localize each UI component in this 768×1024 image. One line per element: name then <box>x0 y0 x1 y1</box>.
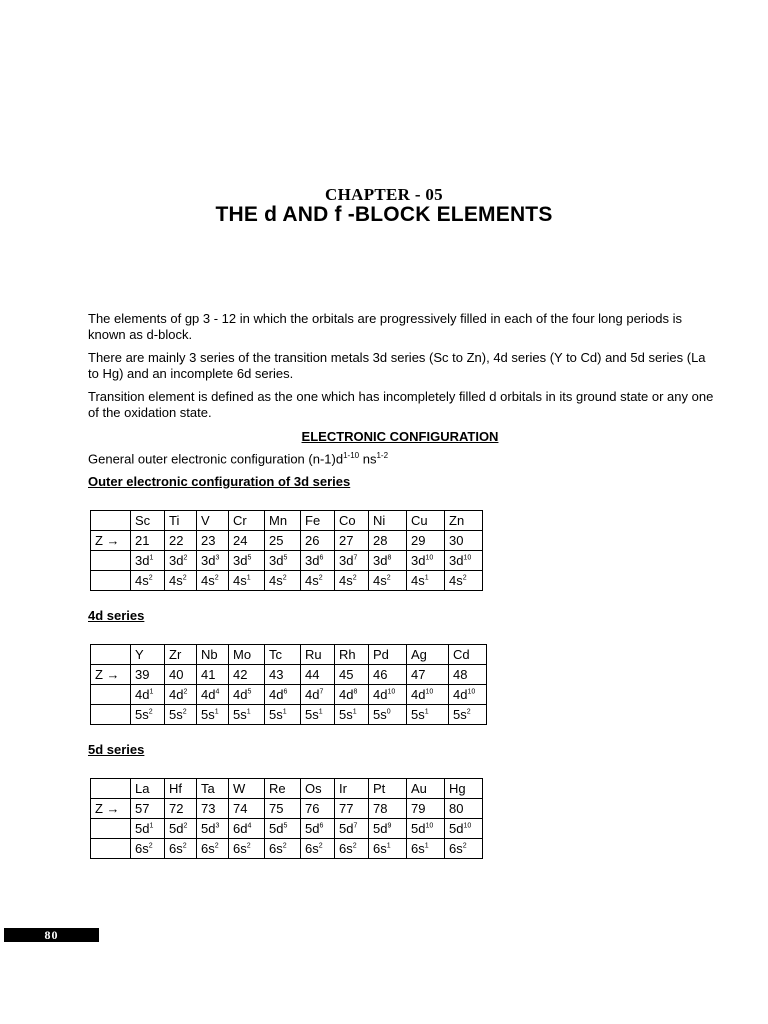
atomic-number-cell: 48 <box>449 665 487 685</box>
atomic-number-cell: 57 <box>131 799 165 819</box>
d-config-cell <box>369 685 407 705</box>
orbital-label: 5d <box>305 821 320 836</box>
electron-count: 2 <box>183 688 188 696</box>
orbital-label: 4s <box>169 573 183 588</box>
s-config-cell <box>197 705 229 725</box>
s-config-cell <box>449 705 487 725</box>
empty-header-cell <box>91 645 131 665</box>
atomic-number-cell: 76 <box>301 799 335 819</box>
atomic-number-cell: 26 <box>301 531 335 551</box>
electron-count: 10 <box>463 554 472 562</box>
z-label-cell: Z → <box>91 665 131 685</box>
electron-count: 0 <box>386 708 391 716</box>
d-config-cell <box>229 685 265 705</box>
electron-count: 1 <box>149 822 154 830</box>
element-symbol-cell: W <box>229 779 265 799</box>
z-label-cell: Z → <box>91 531 131 551</box>
d-config-cell <box>407 685 449 705</box>
d-config-cell <box>369 819 407 839</box>
electron-count: 2 <box>282 574 287 582</box>
element-symbol-cell: Cr <box>229 511 265 531</box>
d-config-cell <box>197 551 229 571</box>
atomic-number-cell: 42 <box>229 665 265 685</box>
element-symbol-cell: Rh <box>335 645 369 665</box>
page-number: 80 <box>4 928 99 942</box>
element-symbol-cell: Cu <box>407 511 445 531</box>
d-config-cell <box>229 819 265 839</box>
electron-count: 1 <box>149 554 154 562</box>
electron-count: 1 <box>386 842 391 850</box>
electron-count: 7 <box>319 688 324 696</box>
series-3d-table <box>90 510 483 591</box>
orbital-label: 5s <box>411 707 425 722</box>
atomic-number-cell: 73 <box>197 799 229 819</box>
series-5d-table <box>90 778 483 859</box>
element-symbol-cell: Ni <box>369 511 407 531</box>
orbital-label: 3d <box>135 553 150 568</box>
orbital-label: 5d <box>373 821 388 836</box>
electron-count: 2 <box>462 842 467 850</box>
orbital-label: 4d <box>233 687 248 702</box>
electron-count: 2 <box>182 574 187 582</box>
electron-count: 2 <box>352 842 357 850</box>
chapter-label: CHAPTER - 05 <box>325 185 443 204</box>
electron-count: 4 <box>215 688 220 696</box>
orbital-label: 6s <box>135 841 149 856</box>
atomic-number-cell: 41 <box>197 665 229 685</box>
d-config-cell <box>449 685 487 705</box>
orbital-label: 3d <box>373 553 388 568</box>
orbital-label: 5s <box>169 707 183 722</box>
s-config-cell <box>165 705 197 725</box>
s-config-cell <box>369 571 407 591</box>
orbital-label: 4d <box>339 687 354 702</box>
orbital-label: 4s <box>339 573 353 588</box>
s-config-cell <box>445 839 483 859</box>
electron-count: 3 <box>215 554 220 562</box>
s-config-cell <box>335 839 369 859</box>
orbital-label: 3d <box>233 553 248 568</box>
d-config-cell <box>301 819 335 839</box>
atomic-number-cell: 22 <box>165 531 197 551</box>
series-3d-heading: Outer electronic configuration of 3d series <box>88 474 351 489</box>
empty-header-cell <box>91 511 131 531</box>
s-config-cell <box>197 571 229 591</box>
d-config-cell <box>445 819 483 839</box>
orbital-label: 4s <box>449 573 463 588</box>
orbital-label: 6d <box>233 821 248 836</box>
electron-count: 2 <box>183 554 188 562</box>
series-4d-table <box>90 644 487 725</box>
atomic-number-cell: 24 <box>229 531 265 551</box>
s-config-cell <box>301 839 335 859</box>
electron-count: 2 <box>318 574 323 582</box>
orbital-label: 5d <box>411 821 426 836</box>
atomic-number-cell: 75 <box>265 799 301 819</box>
electron-count: 8 <box>387 554 392 562</box>
empty-label-cell <box>91 705 131 725</box>
orbital-label: 6s <box>373 841 387 856</box>
electron-count: 9 <box>387 822 392 830</box>
orbital-label: 6s <box>339 841 353 856</box>
electron-count: 1 <box>424 574 429 582</box>
element-symbol-cell: Sc <box>131 511 165 531</box>
s-orbital-row <box>91 839 483 859</box>
electron-count: 10 <box>387 688 396 696</box>
s-config-cell <box>335 705 369 725</box>
electron-count: 10 <box>463 822 472 830</box>
atomic-number-cell: 43 <box>265 665 301 685</box>
electron-count: 1 <box>214 708 219 716</box>
s-config-cell <box>229 571 265 591</box>
electron-count: 5 <box>247 554 252 562</box>
element-symbol-cell: Mo <box>229 645 265 665</box>
s-config-cell <box>407 705 449 725</box>
series-4d-heading: 4d series <box>88 608 145 623</box>
d-config-cell <box>369 551 407 571</box>
orbital-label: 4d <box>201 687 216 702</box>
electron-count: 8 <box>353 688 358 696</box>
orbital-label: 5d <box>339 821 354 836</box>
orbital-label: 4s <box>201 573 215 588</box>
s-config-cell <box>369 839 407 859</box>
s-config-cell <box>131 571 165 591</box>
electron-count: 6 <box>319 822 324 830</box>
d-config-cell <box>407 551 445 571</box>
orbital-label: 5s <box>453 707 467 722</box>
orbital-label: 4s <box>373 573 387 588</box>
atomic-number-cell: 30 <box>445 531 483 551</box>
orbital-label: 4s <box>305 573 319 588</box>
electron-count: 2 <box>182 708 187 716</box>
s-config-cell <box>369 705 407 725</box>
electron-count: 2 <box>148 574 153 582</box>
orbital-label: 5s <box>373 707 387 722</box>
element-symbol-cell: Os <box>301 779 335 799</box>
orbital-label: 4d <box>411 687 426 702</box>
orbital-label: 4d <box>169 687 184 702</box>
empty-label-cell <box>91 839 131 859</box>
orbital-label: 5s <box>269 707 283 722</box>
element-symbol-row <box>91 645 487 665</box>
orbital-label: 6s <box>305 841 319 856</box>
orbital-label: 4s <box>135 573 149 588</box>
electron-count: 1 <box>424 708 429 716</box>
electron-count: 5 <box>283 554 288 562</box>
atomic-number-cell: 45 <box>335 665 369 685</box>
page-title: THE d AND f -BLOCK ELEMENTS <box>215 203 553 226</box>
electron-count: 5 <box>247 688 252 696</box>
electron-count: 7 <box>353 554 358 562</box>
orbital-label: 3d <box>305 553 320 568</box>
s-config-cell <box>229 839 265 859</box>
electron-count: 2 <box>318 842 323 850</box>
orbital-label: 5d <box>135 821 150 836</box>
atomic-number-cell: 27 <box>335 531 369 551</box>
electron-count: 2 <box>282 842 287 850</box>
atomic-number-cell: 72 <box>165 799 197 819</box>
d-config-cell <box>165 819 197 839</box>
element-symbol-cell: Au <box>407 779 445 799</box>
orbital-label: 4d <box>305 687 320 702</box>
d-config-cell <box>229 551 265 571</box>
s-config-cell <box>197 839 229 859</box>
d-config-cell <box>131 819 165 839</box>
general-configuration-text: General outer electronic configuration (n-1)d <box>88 451 344 467</box>
d-config-cell <box>131 551 165 571</box>
orbital-label: 5s <box>201 707 215 722</box>
electron-count: 1 <box>318 708 323 716</box>
s-config-cell <box>165 839 197 859</box>
general-configuration-s-superscript: 1-2 <box>376 451 389 460</box>
electron-count: 2 <box>214 842 219 850</box>
d-config-cell <box>301 551 335 571</box>
orbital-label: 6s <box>269 841 283 856</box>
atomic-number-cell: 77 <box>335 799 369 819</box>
s-config-cell <box>407 839 445 859</box>
element-symbol-cell: Hg <box>445 779 483 799</box>
element-symbol-cell: Y <box>131 645 165 665</box>
electron-count: 2 <box>183 822 188 830</box>
d-config-cell <box>265 819 301 839</box>
orbital-label: 4d <box>269 687 284 702</box>
intro-paragraph-2: There are mainly 3 series of the transition metals 3d series (Sc to Zn), 4d series (Y to Cd) and 5d series (La to Hg) and an incomplete 6d series. <box>88 350 706 381</box>
orbital-label: 4d <box>373 687 388 702</box>
electron-count: 1 <box>282 708 287 716</box>
general-configuration <box>88 451 388 466</box>
general-configuration-d-superscript: 1-10 <box>343 451 360 460</box>
atomic-number-cell: 21 <box>131 531 165 551</box>
atomic-number-cell: 80 <box>445 799 483 819</box>
orbital-label: 3d <box>339 553 354 568</box>
atomic-number-row <box>91 665 487 685</box>
orbital-label: 4d <box>135 687 150 702</box>
element-symbol-cell: Ag <box>407 645 449 665</box>
atomic-number-cell: 44 <box>301 665 335 685</box>
element-symbol-cell: Co <box>335 511 369 531</box>
series-5d-heading: 5d series <box>88 742 145 757</box>
d-config-cell <box>335 551 369 571</box>
electron-count: 10 <box>425 688 434 696</box>
electron-count: 10 <box>467 688 476 696</box>
orbital-label: 6s <box>169 841 183 856</box>
electron-count: 2 <box>246 842 251 850</box>
element-symbol-row <box>91 511 483 531</box>
element-symbol-cell: Ir <box>335 779 369 799</box>
electron-count: 1 <box>424 842 429 850</box>
orbital-label: 6s <box>411 841 425 856</box>
d-config-cell <box>335 685 369 705</box>
d-config-cell <box>131 685 165 705</box>
orbital-label: 4d <box>453 687 468 702</box>
orbital-label: 4s <box>233 573 247 588</box>
s-config-cell <box>265 705 301 725</box>
electron-count: 7 <box>353 822 358 830</box>
d-config-cell <box>165 551 197 571</box>
atomic-number-cell: 79 <box>407 799 445 819</box>
electron-count: 10 <box>425 822 434 830</box>
d-config-cell <box>165 685 197 705</box>
element-symbol-cell: Pt <box>369 779 407 799</box>
s-config-cell <box>131 839 165 859</box>
empty-label-cell <box>91 551 131 571</box>
element-symbol-cell: Zn <box>445 511 483 531</box>
orbital-label: 5s <box>233 707 247 722</box>
atomic-number-cell: 46 <box>369 665 407 685</box>
orbital-label: 5s <box>305 707 319 722</box>
electron-count: 1 <box>149 688 154 696</box>
electron-count: 5 <box>283 822 288 830</box>
d-orbital-row <box>91 819 483 839</box>
d-orbital-row <box>91 685 487 705</box>
electron-count: 2 <box>466 708 471 716</box>
d-config-cell <box>335 819 369 839</box>
s-config-cell <box>301 705 335 725</box>
electron-count: 2 <box>148 708 153 716</box>
atomic-number-row <box>91 531 483 551</box>
orbital-label: 4s <box>411 573 425 588</box>
atomic-number-cell: 74 <box>229 799 265 819</box>
orbital-label: 3d <box>201 553 216 568</box>
orbital-label: 5d <box>449 821 464 836</box>
atomic-number-cell: 39 <box>131 665 165 685</box>
electron-count: 3 <box>215 822 220 830</box>
atomic-number-cell: 40 <box>165 665 197 685</box>
d-orbital-row <box>91 551 483 571</box>
orbital-label: 4s <box>269 573 283 588</box>
empty-label-cell <box>91 685 131 705</box>
element-symbol-cell: Ru <box>301 645 335 665</box>
orbital-label: 5s <box>339 707 353 722</box>
element-symbol-cell: Tc <box>265 645 301 665</box>
empty-header-cell <box>91 779 131 799</box>
orbital-label: 5d <box>201 821 216 836</box>
orbital-label: 6s <box>449 841 463 856</box>
atomic-number-cell: 78 <box>369 799 407 819</box>
element-symbol-cell: Pd <box>369 645 407 665</box>
empty-label-cell <box>91 819 131 839</box>
element-symbol-cell: Fe <box>301 511 335 531</box>
electron-count: 6 <box>319 554 324 562</box>
electron-count: 1 <box>352 708 357 716</box>
section-heading: ELECTRONIC CONFIGURATION <box>301 429 499 444</box>
d-config-cell <box>197 685 229 705</box>
s-config-cell <box>165 571 197 591</box>
s-config-cell <box>335 571 369 591</box>
electron-count: 1 <box>246 574 251 582</box>
orbital-label: 3d <box>269 553 284 568</box>
atomic-number-row <box>91 799 483 819</box>
electron-count: 6 <box>283 688 288 696</box>
orbital-label: 3d <box>449 553 464 568</box>
z-label-cell: Z → <box>91 799 131 819</box>
d-config-cell <box>301 685 335 705</box>
electron-count: 2 <box>352 574 357 582</box>
orbital-label: 3d <box>411 553 426 568</box>
element-symbol-cell: Ti <box>165 511 197 531</box>
orbital-label: 5d <box>269 821 284 836</box>
d-config-cell <box>445 551 483 571</box>
s-config-cell <box>131 705 165 725</box>
element-symbol-cell: Nb <box>197 645 229 665</box>
element-symbol-cell: Mn <box>265 511 301 531</box>
s-orbital-row <box>91 571 483 591</box>
element-symbol-cell: La <box>131 779 165 799</box>
element-symbol-cell: Hf <box>165 779 197 799</box>
electron-count: 2 <box>386 574 391 582</box>
s-config-cell <box>229 705 265 725</box>
s-config-cell <box>265 839 301 859</box>
empty-label-cell <box>91 571 131 591</box>
electron-count: 10 <box>425 554 434 562</box>
atomic-number-cell: 25 <box>265 531 301 551</box>
element-symbol-cell: Re <box>265 779 301 799</box>
element-symbol-cell: Cd <box>449 645 487 665</box>
element-symbol-cell: Zr <box>165 645 197 665</box>
d-config-cell <box>407 819 445 839</box>
element-symbol-cell: V <box>197 511 229 531</box>
orbital-label: 3d <box>169 553 184 568</box>
electron-count: 2 <box>148 842 153 850</box>
d-config-cell <box>265 685 301 705</box>
orbital-label: 5s <box>135 707 149 722</box>
s-config-cell <box>445 571 483 591</box>
orbital-label: 5d <box>169 821 184 836</box>
s-orbital-row <box>91 705 487 725</box>
general-configuration-ns: ns <box>359 451 377 467</box>
electron-count: 4 <box>247 822 252 830</box>
electron-count: 2 <box>214 574 219 582</box>
atomic-number-cell: 29 <box>407 531 445 551</box>
d-config-cell <box>265 551 301 571</box>
element-symbol-cell: Ta <box>197 779 229 799</box>
orbital-label: 6s <box>233 841 247 856</box>
d-config-cell <box>197 819 229 839</box>
electron-count: 2 <box>182 842 187 850</box>
s-config-cell <box>407 571 445 591</box>
atomic-number-cell: 23 <box>197 531 229 551</box>
intro-paragraph-1: The elements of gp 3 - 12 in which the orbitals are progressively filled in each of the four long periods is known as d-block. <box>88 311 682 342</box>
electron-count: 1 <box>246 708 251 716</box>
intro-paragraph-3: Transition element is defined as the one which has incompletely filled d orbitals in its ground state or any one of the oxidation state. <box>88 389 714 420</box>
atomic-number-cell: 47 <box>407 665 449 685</box>
s-config-cell <box>301 571 335 591</box>
element-symbol-row <box>91 779 483 799</box>
atomic-number-cell: 28 <box>369 531 407 551</box>
orbital-label: 6s <box>201 841 215 856</box>
electron-count: 2 <box>462 574 467 582</box>
s-config-cell <box>265 571 301 591</box>
